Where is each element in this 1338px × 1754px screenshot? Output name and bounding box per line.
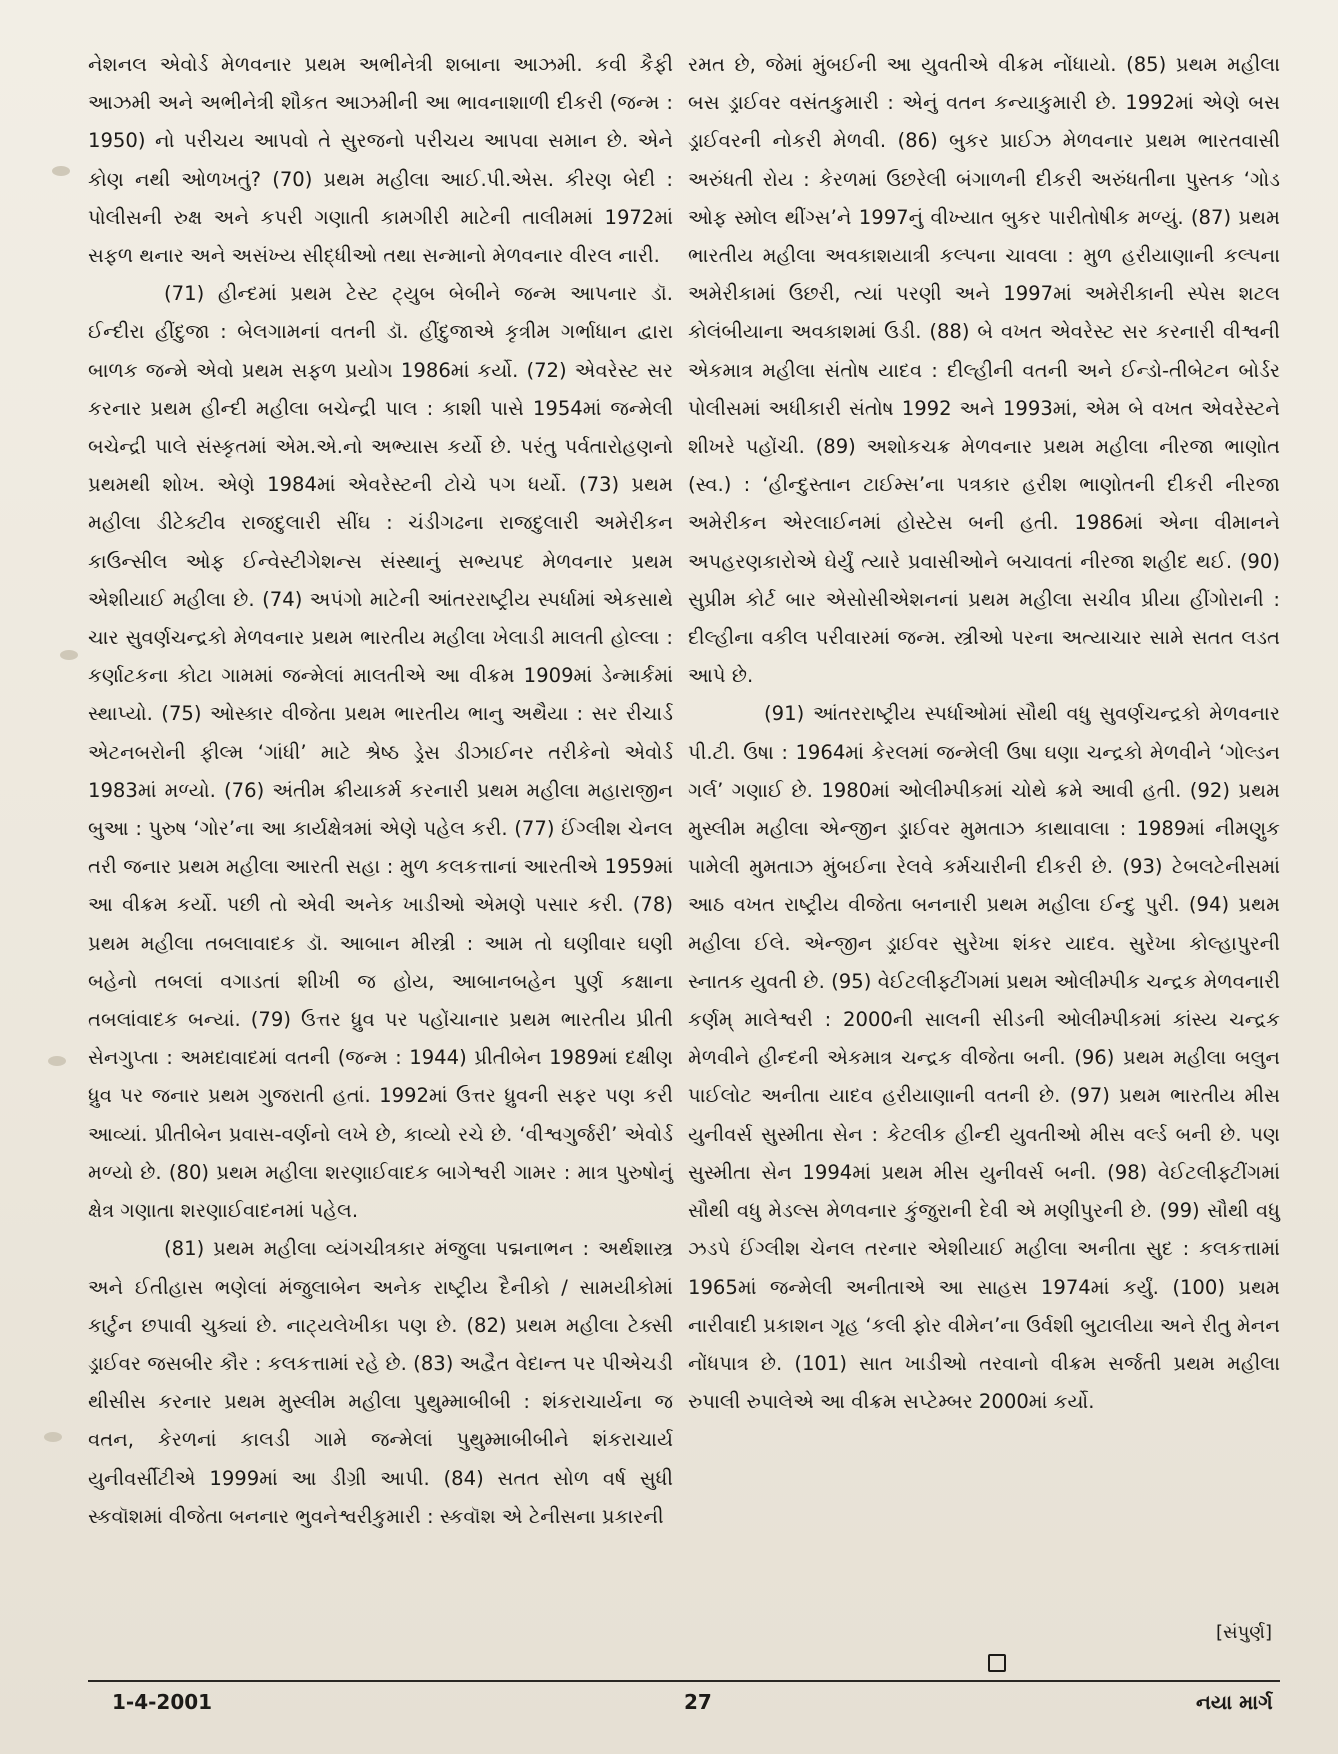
left-column: [88, 46, 673, 1536]
end-square-icon: [988, 1654, 1006, 1672]
paragraph: (91) આંતરરાષ્ટ્રીય સ્પર્ધાઓમાં સૌથી વધુ સુવર્ણચન્દ્રકો મેળવનાર પી.ટી. ઉષા : 1964માં કેરલમાં જન્મેલી ઉષા ઘણા ચન્દ્રકો મેળવીને ‘ગોલ્ડન ગર્લ’ ગણાઈ છે. 1980માં ઓલીમ્પીકમાં ચોથે ક્રમે આવી હતી. (92) પ્રથમ મુસ્લીમ મહીલા એન્જીન ડ્રાઈવર મુમતાઝ કાથાવાલા : 1989માં નીમણુક પામેલી મુમતાઝ મુંબઈના રેલવે કર્મચારીની દીકરી છે. (93) ટેબલટેનીસમાં આઠ વખત રાષ્ટ્રીય વીજેતા બનનારી પ્રથમ મહીલા ઈન્દુ પુરી. (94) પ્રથમ મહીલા ઈલે. એન્જીન ડ્રાઈવર સુરેખા શંકર યાદવ. સુરેખા કોલ્હાપુરની સ્નાતક યુવતી છે. (95) વેઈટલીફ્ટીંગમાં પ્રથમ ઓલીમ્પીક ચન્દ્રક મેળવનારી કર્ણમ્ માલેશ્વરી : 2000ની સાલની સીડની ઓલીમ્પીકમાં કાંસ્ય ચન્દ્રક મેળવીને હીન્દની એકમાત્ર ચન્દ્રક વીજેતા બની. (96) પ્રથમ મહીલા બલુન પાઈલોટ અનીતા યાદવ હરીયાણાની વતની છે. (97) પ્રથમ ભારતીય મીસ યુનીવર્સ સુસ્મીતા સેન : કેટલીક હીન્દી યુવતીઓ મીસ વર્લ્ડ બની છે. પણ સુસ્મીતા સેન 1994માં પ્રથમ મીસ યુનીવર્સ બની. (98) વેઈટલીફ્ટીંગમાં સૌથી વધુ મેડલ્સ મેળવનાર કુંજુરાની દેવી એ મણીપુરની છે. (99) સૌથી વધુ ઝડપે ઈંગ્લીશ ચેનલ તરનાર એશીયાઈ મહીલા અનીતા સુદ : કલકત્તામાં 1965માં જન્મેલી અનીતાએ આ સાહસ 1974માં કર્યું. (100) પ્રથમ નારીવાદી પ્રકાશન ગૃહ ‘કલી ફોર વીમેન’ના ઉર્વશી બુટાલીયા અને રીતુ મેનન નોંધપાત્ર છે. (101) સાત ખાડીઓ તરવાનો વીક્રમ સર્જતી પ્રથમ મહીલા રુપાલી રુપાલેએ આ વીક્રમ સપ્ટેમ્બર 2000માં કર્યો.: [688, 702, 1280, 1414]
paragraph: (71) હીન્દમાં પ્રથમ ટેસ્ટ ટ્યુબ બેબીને જન્મ આપનાર ડૉ. ઈન્દીરા હીંદુજા : બેલગામનાં વતની ડૉ. હીંદુજાએ કૃત્રીમ ગર્ભાધાન દ્વારા બાળક જન્મે એવો પ્રથમ સફળ પ્રયોગ 1986માં કર્યો. (72) એવરેસ્ટ સર કરનાર પ્રથમ હીન્દી મહીલા બચેન્દ્રી પાલ : કાશી પાસે 1954માં જન્મેલી બચેન્દ્રી પાલે સંસ્કૃતમાં એમ.એ.નો અભ્યાસ કર્યો છે. પરંતુ પર્વતારોહણનો પ્રથમથી શોખ. એણે 1984માં એવરેસ્ટની ટોચે પગ ધર્યો. (73) પ્રથમ મહીલા ડીટેક્ટીવ રાજદુલારી સીંઘ : ચંડીગઢના રાજદુલારી અમેરીકન કાઉન્સીલ ઓફ ઈન્વેસ્ટીગેશન્સ સંસ્થાનું સભ્યપદ મેળવનાર પ્રથમ એશીયાઈ મહીલા છે. (74) અપંગો માટેની આંતરરાષ્ટ્રીય સ્પર્ધામાં એકસાથે ચાર સુવર્ણચન્દ્રકો મેળવનાર પ્રથમ ભારતીય મહીલા ખેલાડી માલતી હોલ્લા : કર્ણાટકના કોટા ગામમાં જન્મેલાં માલતીએ આ વીક્રમ 1909માં ડેન્માર્કમાં સ્થાપ્યો. (75) ઓસ્કાર વીજેતા પ્રથમ ભારતીય ભાનુ અથૈયા : સર રીચાર્ડ એટનબરોની ફીલ્મ ‘ગાંધી’ માટે શ્રેષ્ઠ ડ્રેસ ડીઝાઈનર તરીકેનો એવોર્ડ 1983માં મળ્યો. (76) અંતીમ ક્રીયાકર્મ કરનારી પ્રથમ મહીલા મહારાજીન બુઆ : પુરુષ ‘ગોર’ના આ કાર્યક્ષેત્રમાં એણે પહેલ કરી. (77) ઈંગ્લીશ ચેનલ તરી જનાર પ્રથમ મહીલા આરતી સહા : મુળ કલકત્તાનાં આરતીએ 1959માં આ વીક્રમ કર્યો. પછી તો એવી અનેક ખાડીઓ એમણે પસાર કરી. (78) પ્રથમ મહીલા તબલાવાદક ડૉ. આબાન મીસ્ત્રી : આમ તો ઘણીવાર ઘણી બહેનો તબલાં વગાડતાં શીખી જ હોય, આબાનબહેન પુર્ણ કક્ષાના તબલાંવાદક બન્યાં. (79) ઉત્તર ધ્રુવ પર પહોંચાનાર પ્રથમ ભારતીય પ્રીતી સેનગુપ્તા : અમદાવાદમાં વતની (જન્મ : 1944) પ્રીતીબેન 1989માં દક્ષીણ ધ્રુવ પર જનાર પ્રથમ ગુજરાતી હતાં. 1992માં ઉત્તર ધ્રુવની સફર પણ કરી આવ્યાં. પ્રીતીબેન પ્રવાસ-વર્ણનો લખે છે, કાવ્યો રચે છે. ‘વીશ્વગુર્જરી’ એવોર્ડ મળ્યો છે. (80) પ્રથમ મહીલા શરણાઈવાદક બાગેશ્વરી ગામર : માત્ર પુરુષોનું ક્ષેત્ર ગણાતા શરણાઈવાદનમાં પહેલ.: [88, 282, 673, 1223]
paragraph: નેશનલ એવોર્ડ મેળવનાર પ્રથમ અભીનેત્રી શબાના આઝમી. કવી કૈફી આઝમી અને અભીનેત્રી શૌકત આઝમીની આ ભાવનાશાળી દીકરી (જન્મ : 1950) નો પરીચય આપવો તે સુરજનો પરીચય આપવા સમાન છે. એને કોણ નથી ઓળખતું? (70) પ્રથમ મહીલા આઈ.પી.એસ. કીરણ બેદી : પોલીસની રુક્ષ અને કપરી ગણાતી કામગીરી માટેની તાલીમમાં 1972માં સફળ થનાર અને અસંખ્ય સીદ્ધીઓ તથા સન્માનો મેળવનાર વીરલ નારી.: [88, 53, 673, 268]
right-column: [688, 46, 1280, 1421]
paragraph: રમત છે, જેમાં મુંબઈની આ યુવતીએ વીક્રમ નોંધાયો. (85) પ્રથમ મહીલા બસ ડ્રાઈવર વસંતકુમારી : એનું વતન કન્યાકુમારી છે. 1992માં એણે બસ ડ્રાઈવરની નોકરી મેળવી. (86) બુકર પ્રાઈઝ મેળવનાર પ્રથમ ભારતવાસી અરુંધતી રોય : કેરળમાં ઉછરેલી બંગાળની દીકરી અરુંધતીના પુસ્તક ‘ગોડ ઓફ સ્મોલ થીંગ્સ’ને 1997નું વીખ્યાત બુકર પારીતોષીક મળ્યું. (87) પ્રથમ ભારતીય મહીલા અવકાશયાત્રી કલ્પના ચાવલા : મુળ હરીયાણાની કલ્પના અમેરીકામાં ઉછરી, ત્યાં પરણી અને 1997માં અમેરીકાની સ્પેસ શટલ કોલંબીયાના અવકાશમાં ઉડી. (88) બે વખત એવરેસ્ટ સર કરનારી વીશ્વની એકમાત્ર મહીલા સંતોષ યાદવ : દીલ્હીની વતની અને ઈન્ડો-તીબેટન બોર્ડર પોલીસમાં અધીકારી સંતોષ 1992 અને 1993માં, એમ બે વખત એવરેસ્ટને શીખરે પહોંચી. (89) અશોકચક્ર મેળવનાર પ્રથમ મહીલા નીરજા ભાણોત (સ્વ.) : ‘હીન્દુસ્તાન ટાઈમ્સ’ના પત્રકાર હરીશ ભાણોતની દીકરી નીરજા અમેરીકન એરલાઈનમાં હોસ્ટેસ બની હતી. 1986માં એના વીમાનને અપહરણકારોએ ઘેર્યું ત્યારે પ્રવાસીઓને બચાવતાં નીરજા શહીદ થઈ. (90) સુપ્રીમ કોર્ટ બાર એસોસીએશનનાં પ્રથમ મહીલા સચીવ પ્રીયા હીંગોરાની : દીલ્હીના વકીલ પરીવારમાં જન્મ. સ્ત્રીઓ પરના અત્યાચાર સામે સતત લડત આપે છે.: [688, 53, 1280, 688]
page-mark: [60, 650, 78, 660]
page-number: 27: [684, 1690, 712, 1714]
page-mark: [52, 166, 70, 176]
paragraph: (81) પ્રથમ મહીલા વ્યંગચીત્રકાર મંજુલા પદ્મનાભન : અર્થશાસ્ત્ર અને ઈતીહાસ ભણેલાં મંજુલાબેન અનેક રાષ્ટ્રીય દૈનીકો / સામયીકોમાં કાર્ટુન છપાવી ચુક્યાં છે. નાટ્યલેખીકા પણ છે. (82) પ્રથમ મહીલા ટેક્સી ડ્રાઈવર જસબીર કૌર : કલકત્તામાં રહે છે. (83) અદ્વૈત વેદાન્ત પર પીએચડી થીસીસ કરનાર પ્રથમ મુસ્લીમ મહીલા પુથુમ્માબીબી : શંકરાચાર્યના જ વતન, કેરળનાં કાલડી ગામે જન્મેલાં પુથુમ્માબીબીને શંકરાચાર્ય યુનીવર્સીટીએ 1999માં આ ડીગ્રી આપી. (84) સતત સોળ વર્ષ સુધી સ્કવૉશમાં વીજેતા બનનાર ભુવનેશ્વરીકુમારી : સ્કવૉશ એ ટેનીસના પ્રકારની: [88, 1237, 673, 1528]
page-mark: [44, 1432, 62, 1442]
issue-date: 1-4-2001: [112, 1690, 213, 1714]
page-mark: [48, 1056, 66, 1066]
footer-divider: [88, 1680, 1280, 1682]
magazine-name: નયા માર્ગ: [1196, 1690, 1273, 1714]
end-of-article-mark: [સંપુર્ણ]: [1216, 1622, 1273, 1643]
